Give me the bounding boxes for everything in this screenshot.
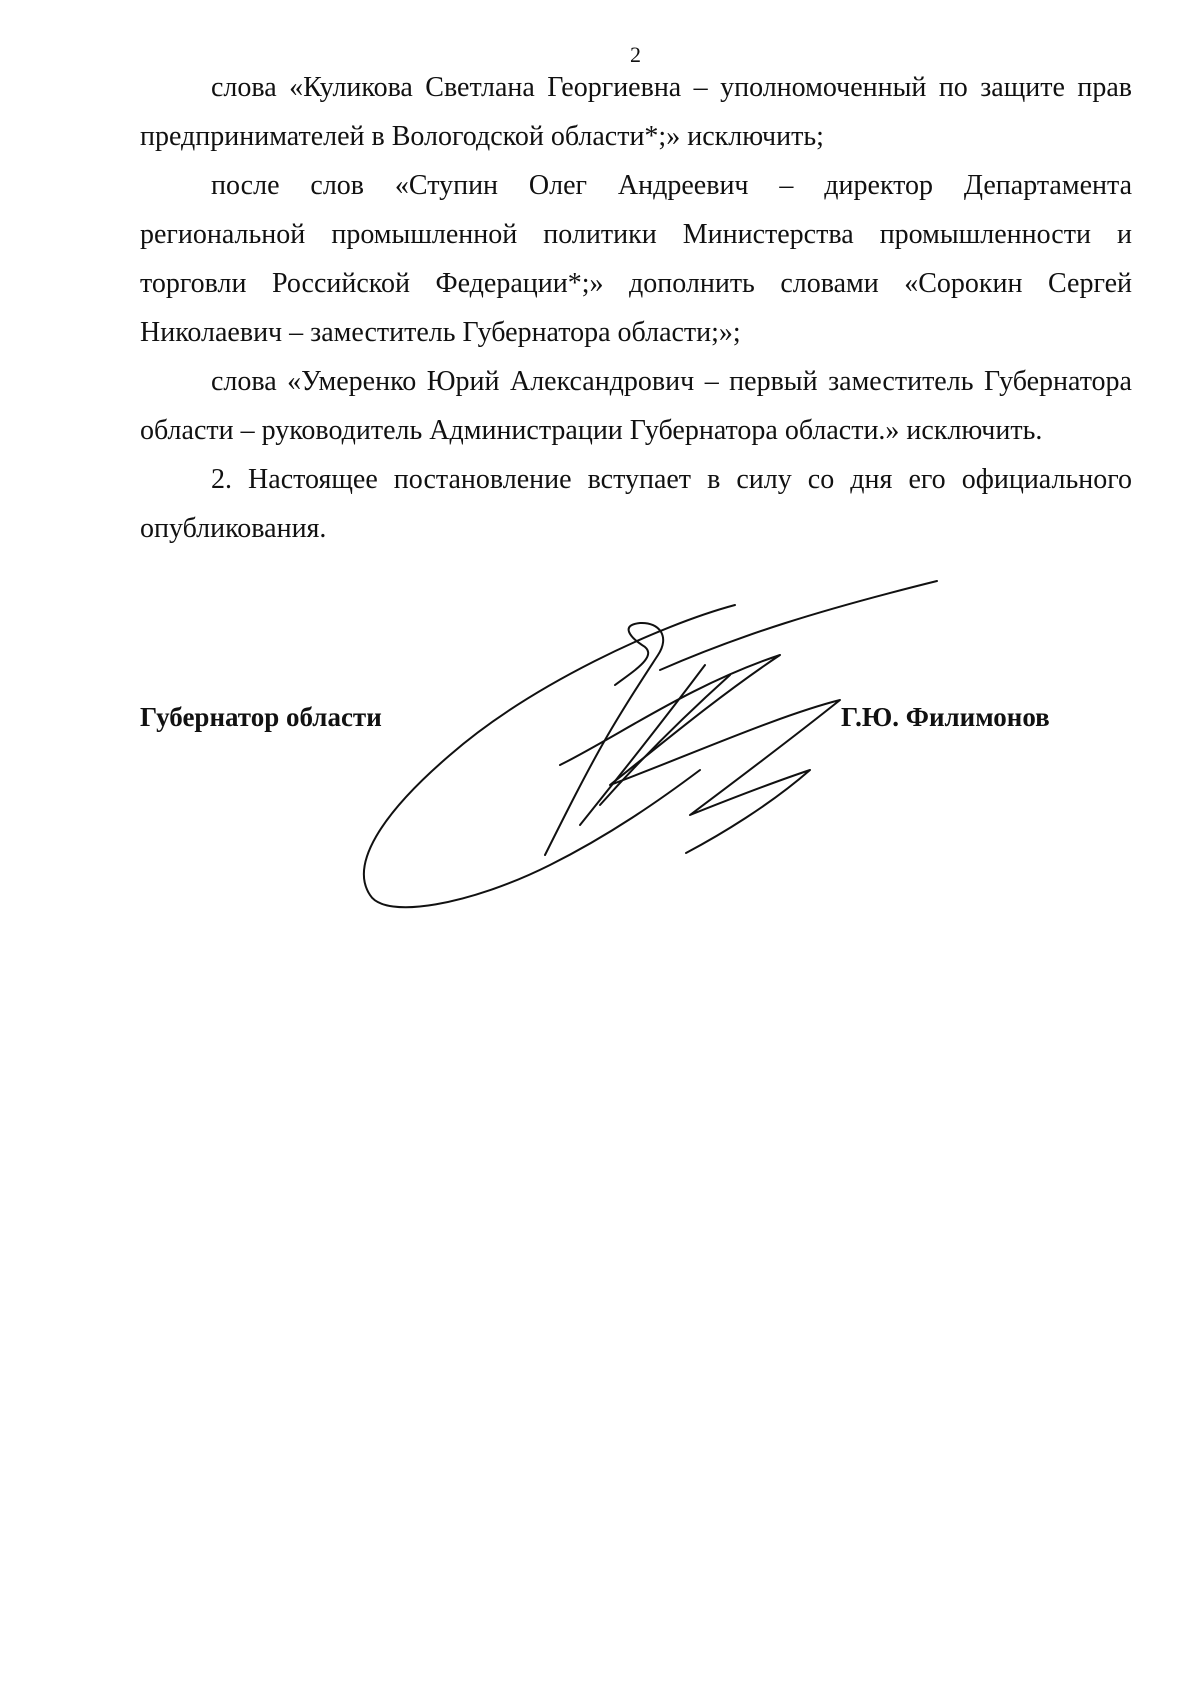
signatory-role: Губернатор области [140,702,382,732]
signatory-name: Г.Ю. Филимонов [841,702,1050,732]
paragraph: после слов «Ступин Олег Андреевич – директор Департамента региональной промышленной политики Министерства промышленности и торговли Российской Федерации*;» дополнить словами «Сорокин Сергей Николаевич – заместитель Губернатора области;»; [140,170,1132,348]
paragraph: слова «Умеренко Юрий Александрович – первый заместитель Губернатора области – руководитель Администрации Губернатора области.» исключить. [140,366,1132,446]
paragraph: 2. Настоящее постановление вступает в силу со дня его официального опубликования. [140,464,1132,544]
page-number: 2 [630,42,641,67]
handwritten-signature [360,575,960,915]
paragraph: слова «Куликова Светлана Георгиевна – уполномоченный по защите прав предпринимателей в Вологодской области*;» исключить; [140,72,1132,152]
document-body [140,63,1132,553]
